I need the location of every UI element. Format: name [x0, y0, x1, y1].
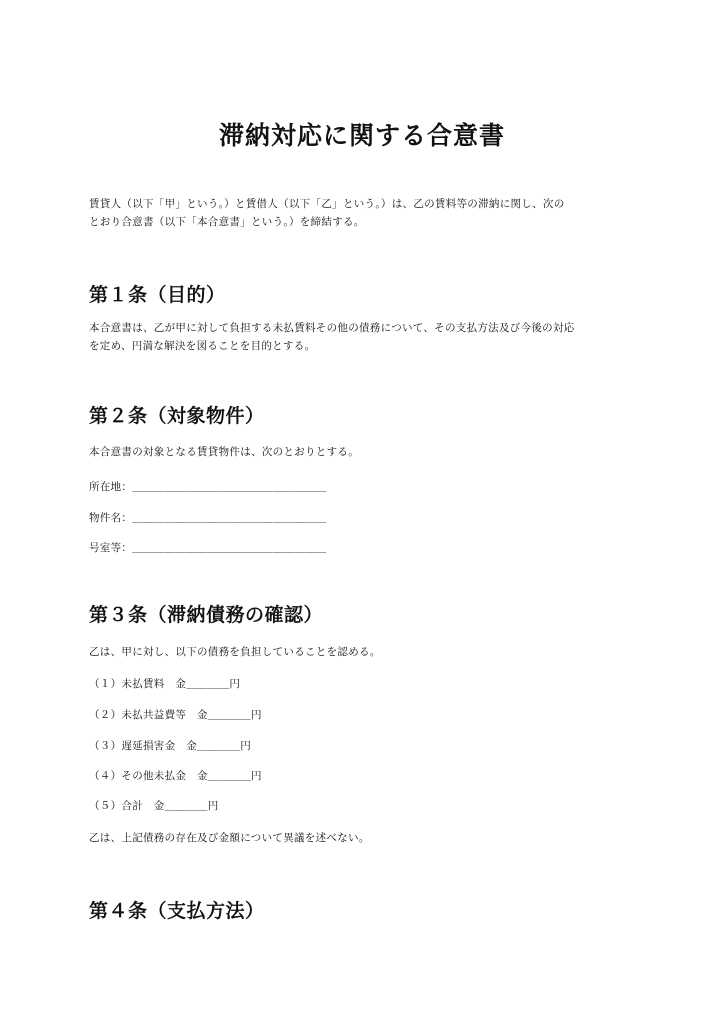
article-1-line-1: 本合意書は、乙が甲に対して負担する未払賃料その他の債務について、その支払方法及び今後の対応 [89, 322, 575, 334]
article-1-heading: 第１条（目的） [89, 284, 226, 306]
field-address: 所在地：＿＿＿＿＿＿＿＿＿＿＿＿＿＿＿＿＿＿ [89, 481, 327, 493]
debt-item: （５）合計 金＿＿＿＿円 [89, 800, 219, 812]
field-property-name: 物件名：＿＿＿＿＿＿＿＿＿＿＿＿＿＿＿＿＿＿ [89, 512, 327, 524]
document-title: 滞納対応に関する合意書 [218, 121, 505, 150]
article-3-closing: 乙は、上記債務の存在及び金額について異議を述べない。 [89, 832, 370, 844]
debt-item: （２）未払共益費等 金＿＿＿＿円 [89, 709, 262, 721]
article-1-line-2: を定め、円満な解決を図ることを目的とする。 [89, 340, 316, 352]
article-3-body: 乙は、甲に対し、以下の債務を負担していることを認める。 [89, 646, 381, 658]
article-3-heading: 第３条（滞納債務の確認） [89, 604, 324, 626]
article-2-heading: 第２条（対象物件） [89, 405, 265, 427]
article-2-body: 本合意書の対象となる賃貸物件は、次のとおりとする。 [89, 446, 359, 458]
debt-item: （４）その他未払金 金＿＿＿＿円 [89, 770, 262, 782]
debt-item: （３）遅延損害金 金＿＿＿＿円 [89, 740, 251, 752]
field-room-number: 号室等：＿＿＿＿＿＿＿＿＿＿＿＿＿＿＿＿＿＿ [89, 542, 327, 554]
debt-item: （１）未払賃料 金＿＿＿＿円 [89, 678, 241, 690]
intro-line-2: とおり合意書（以下「本合意書」という。）を締結する。 [89, 216, 365, 228]
article-4-heading: 第４条（支払方法） [89, 900, 265, 922]
intro-line-1: 賃貸人（以下「甲」という。）と賃借人（以下「乙」という。）は、乙の賃料等の滞納に関し、次の [89, 198, 565, 210]
